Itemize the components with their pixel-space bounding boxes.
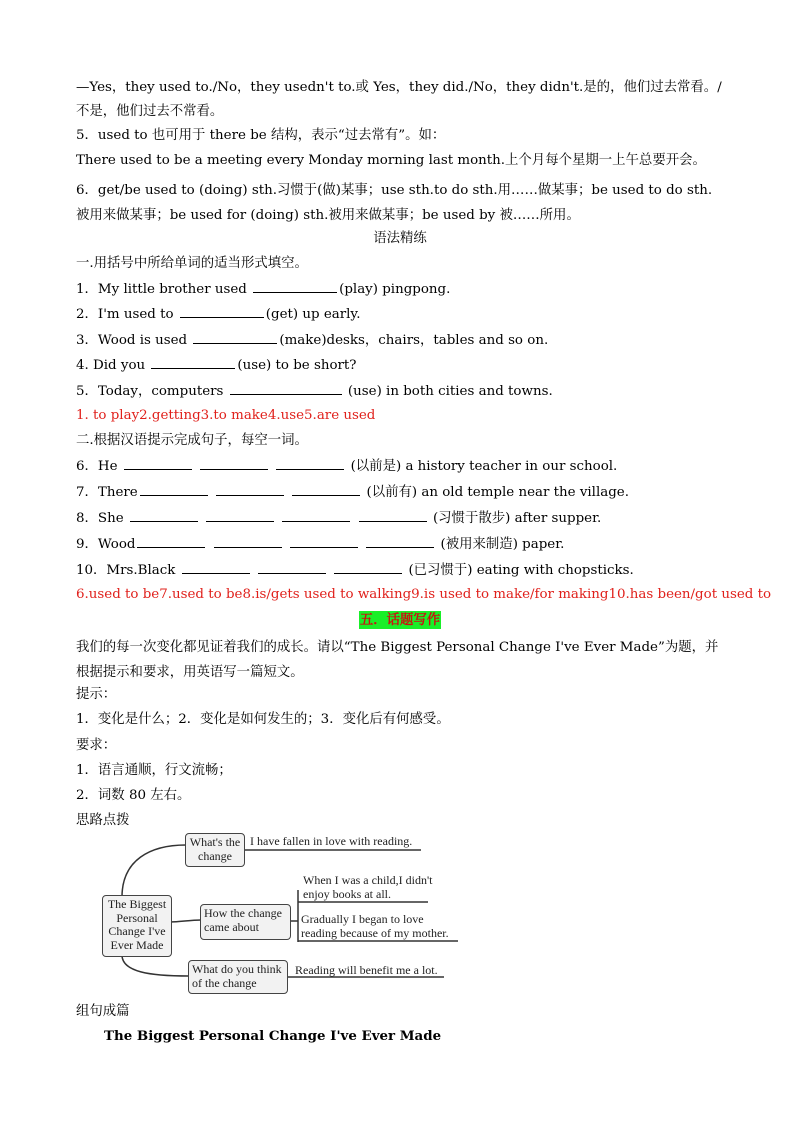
paragraph-example: There used to be a meeting every Monday morning last month.上个月每个星期一上午总要开会。 (76, 153, 706, 168)
mindmap-leaf-think: Reading will benefit me a lot. (295, 963, 438, 977)
mindmap-leaf-how-1: When I was a child,I didn't enjoy books at all. (303, 873, 433, 901)
hint-list: 1．变化是什么；2．变化是如何发生的；3．变化后有何感受。 (76, 712, 450, 727)
requirement-1: 1．语言通顺，行文流畅； (76, 763, 232, 778)
section5-heading: 五．话题写作 (359, 612, 441, 628)
requirement-label: 要求： (76, 738, 117, 753)
requirement-2: 2．词数 80 左右。 (76, 788, 191, 803)
paragraph-point-5: 5．used to 也可用于 there be 结构，表示“过去常有”。如： (76, 128, 446, 143)
exercise-item-3: 3．Wood is used (make)desks，chairs，tables and so on. (76, 333, 549, 348)
mindmap-branch-what: What's the change (185, 833, 245, 867)
paragraph-answer-example: —Yes，they used to./No，they usedn't to.或 Yes，they did./No，they didn't.是的，他们过去常看。/不是，他们过去不常看。 (76, 80, 722, 119)
thinking-label: 思路点拨 (76, 813, 130, 828)
part1-answers: 1. to play2.getting3.to make4.use5.are used (76, 408, 376, 423)
mindmap-leaf-how-2: Gradually I began to love reading because of my mother. (301, 912, 449, 940)
exercise-item-2: 2．I'm used to (get) up early. (76, 307, 361, 322)
part2-heading: 二.根据汉语提示完成句子，每空一词。 (76, 433, 308, 448)
part2-answers: 6.used to be7.used to be8.is/gets used to walking9.is used to make/for making10.has been/got used to (76, 587, 772, 602)
paragraph-point-6: 6．get/be used to (doing) sth.习惯于(做)某事；use sth.to do sth.用……做某事；be used to do sth.被用来做某事；be used for (doing) sth.被用来做某事；be used by 被……所用。 (76, 183, 713, 223)
exercise-item-4: 4. Did you (use) to be short? (76, 358, 357, 373)
exercise-item-10: 10．Mrs.Black (已习惯于) eating with chopsticks. (76, 563, 634, 578)
exercise-item-5: 5．Today，computers (use) in both cities and towns. (76, 384, 553, 399)
exercise-item-6: 6．He (以前是) a history teacher in our school. (76, 459, 618, 474)
mindmap-leaf-what: I have fallen in love with reading. (250, 834, 413, 848)
writing-prompt: 我们的每一次变化都见证着我们的成长。请以“The Biggest Personal Change I've Ever Made”为题，并根据提示和要求，用英语写一篇短文。 (76, 640, 719, 680)
exercise-item-9: 9．Wood (被用来制造) paper. (76, 537, 565, 552)
compose-label: 组句成篇 (76, 1004, 130, 1019)
mindmap-branch-think: What do you think of the change (188, 960, 288, 994)
mindmap-center-node: The Biggest Personal Change I've Ever Made (102, 895, 172, 957)
essay-title: The Biggest Personal Change I've Ever Made (104, 1028, 442, 1044)
exercise-item-7: 7．There (以前有) an old temple near the village. (76, 485, 629, 500)
section-title: 语法精练 (373, 231, 427, 246)
hint-label: 提示： (76, 687, 117, 702)
exercise-item-8: 8．She (习惯于散步) after supper. (76, 511, 602, 526)
exercise-item-1: 1．My little brother used (play) pingpong. (76, 282, 451, 297)
mindmap-branch-how: How the change came about (200, 904, 291, 940)
part1-heading: 一.用括号中所给单词的适当形式填空。 (76, 256, 308, 271)
